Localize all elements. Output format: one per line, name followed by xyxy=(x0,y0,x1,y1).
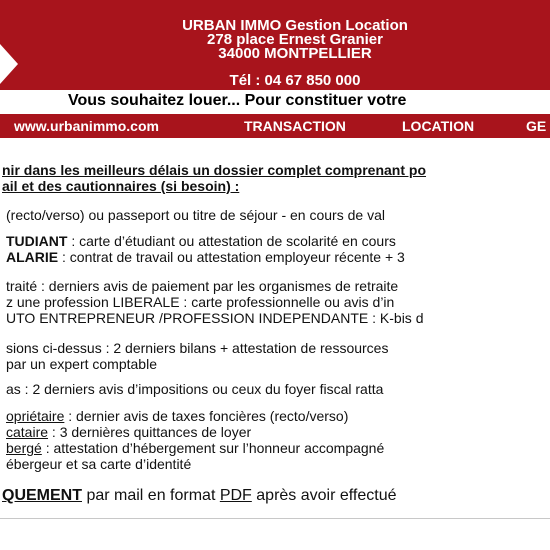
agency-phone: Tél : 04 67 850 000 xyxy=(229,72,361,89)
employee-text: : contrat de travail ou attestation employeur récente + 3 xyxy=(58,249,405,265)
student-text: : carte d’étudiant ou attestation de scolarité en cours xyxy=(67,233,396,249)
agency-header xyxy=(0,0,550,90)
owner-text: : dernier avis de taxes foncières (recto/verso) xyxy=(64,408,349,424)
retired-line: traité : derniers avis de paiement par les organismes de retraite xyxy=(6,278,399,294)
nav-bar xyxy=(0,114,550,138)
hosted-line-2: ébergeur et sa carte d’identité xyxy=(6,456,192,472)
submission-line xyxy=(2,488,397,504)
employee-line xyxy=(6,249,405,265)
agency-city: 34000 MONTPELLIER xyxy=(218,45,372,62)
owner-line xyxy=(6,408,348,424)
nav-location[interactable]: LOCATION xyxy=(402,118,475,134)
tenant-text: : 3 dernières quittances de loyer xyxy=(48,424,252,440)
self-employed-line: UTO ENTREPRENEUR /PROFESSION INDEPENDANTE : K-bis d xyxy=(6,310,424,326)
submission-pdf: PDF xyxy=(219,487,252,504)
submission-label: QUEMENT xyxy=(2,487,82,504)
tenant-label: cataire xyxy=(6,424,49,440)
hosted-line xyxy=(6,440,384,456)
employee-label: ALARIE xyxy=(6,249,59,265)
intro-line-2: ail et des cautionnaires (si besoin) : xyxy=(2,178,240,194)
banner xyxy=(0,90,550,114)
student-label: TUDIANT xyxy=(6,233,68,249)
intro-line-1: nir dans les meilleurs délais un dossier complet comprenant po xyxy=(2,162,427,178)
document-body xyxy=(0,138,550,518)
submission-end: après avoir effectué xyxy=(251,487,397,504)
liberal-line: z une profession LIBERALE : carte professionnelle ou avis d’in xyxy=(6,294,395,310)
professions-line-1: sions ci-dessus : 2 derniers bilans + attestation de ressources xyxy=(6,340,389,356)
tax-line: as : 2 derniers avis d’impositions ou ceux du foyer fiscal ratta xyxy=(6,381,384,397)
footer-divider xyxy=(0,518,550,519)
nav-gestion[interactable]: GE xyxy=(526,118,547,134)
banner-text: Vous souhaitez louer... Pour constituer votre xyxy=(68,92,407,109)
owner-label: opriétaire xyxy=(6,408,65,424)
agency-name: URBAN IMMO Gestion Location xyxy=(182,17,408,34)
hosted-label: bergé xyxy=(6,440,42,456)
hosted-text: : attestation d’hébergement sur l’honneur accompagné xyxy=(41,440,385,456)
identity-doc: (recto/verso) ou passeport ou titre de séjour - en cours de val xyxy=(6,207,385,223)
nav-website-link[interactable]: www.urbanimmo.com xyxy=(14,118,159,134)
agency-address: 278 place Ernest Granier xyxy=(207,31,383,48)
tenant-line xyxy=(6,424,251,440)
student-line xyxy=(6,233,396,249)
nav-transaction[interactable]: TRANSACTION xyxy=(244,118,346,134)
submission-mid: par mail en format xyxy=(82,487,220,504)
professions-line-2: par un expert comptable xyxy=(6,356,157,372)
